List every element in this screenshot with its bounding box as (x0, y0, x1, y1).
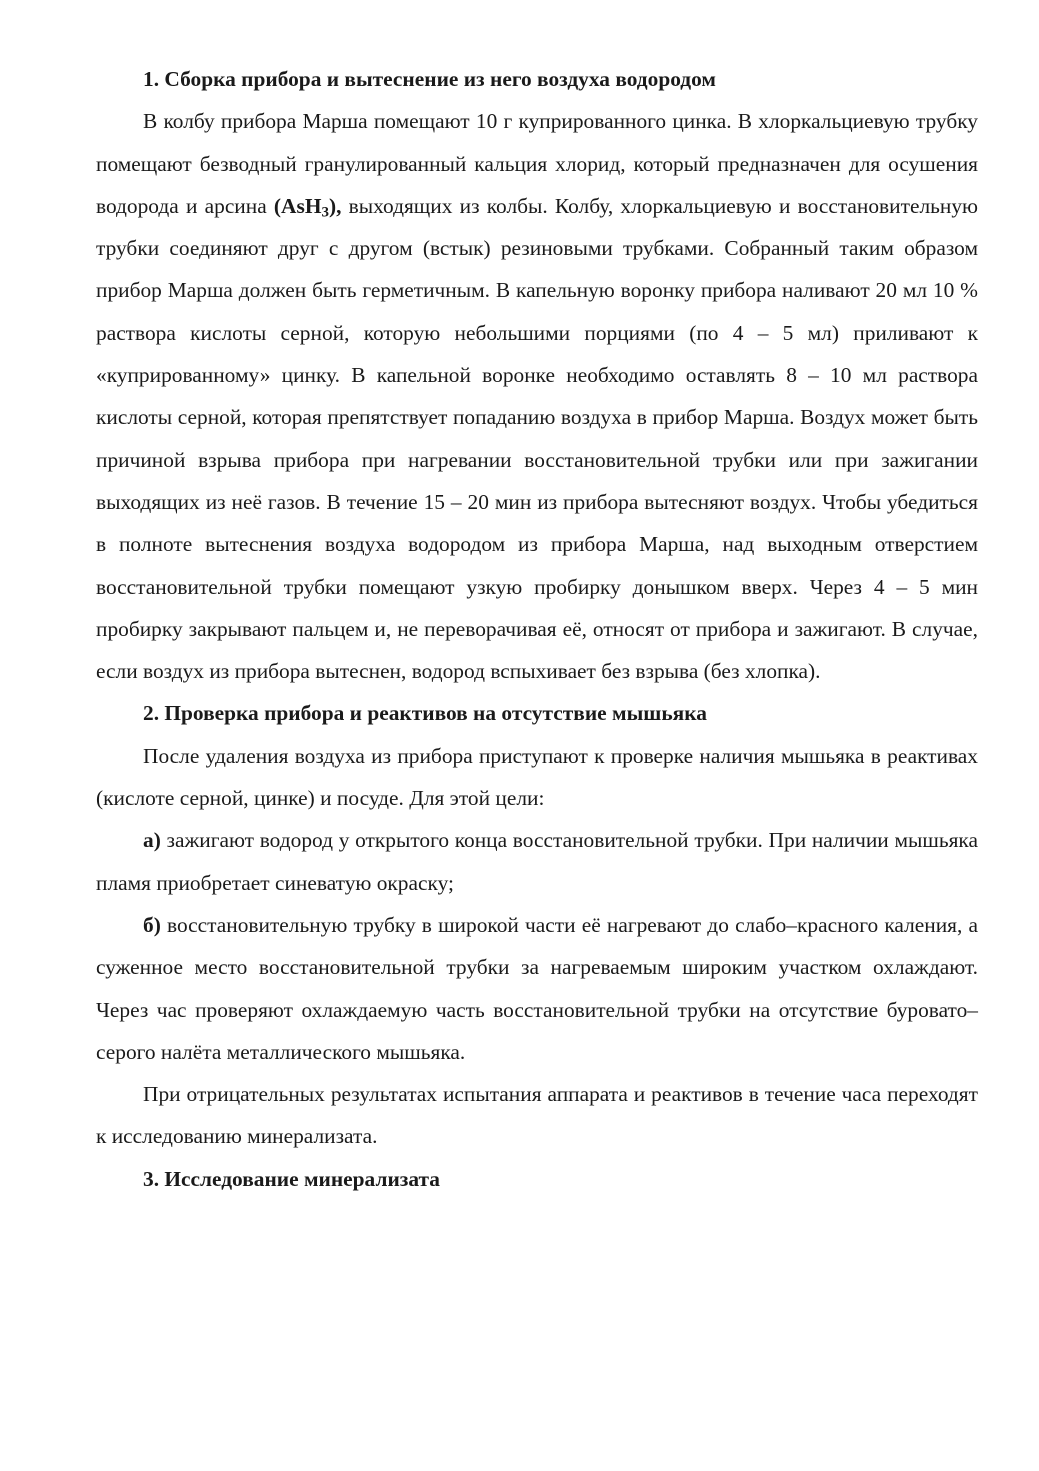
arsine-formula: (AsH$_3$), (273, 193, 342, 221)
list-label: б) (143, 912, 161, 937)
paragraph-text: В колбу прибора Марша помещают 10 г купрированного цинка. В хлоркальциевую трубку помещают безводный гранулированный кальция хлорид, который предназначен для осушения водорода и арсина (96, 109, 978, 218)
section-2-intro: После удаления воздуха из прибора приступают к проверке наличия мышьяка в реактивах (кислоте серной, цинке) и посуде. Для этой цели: (96, 743, 978, 811)
list-label: а) (143, 828, 161, 853)
list-item-a (96, 819, 978, 904)
list-text: зажигают водород у открытого конца восстановительной трубки. При наличии мышьяка пламя приобретает синеватую окраску; (96, 828, 978, 895)
section-3-heading: 3. Исследование минерализата (143, 1166, 440, 1191)
list-item-b (96, 904, 978, 1073)
section-2-heading: 2. Проверка прибора и реактивов на отсутствие мышьяка (143, 701, 707, 726)
section-2-conclusion: При отрицательных результатах испытания аппарата и реактивов в течение часа переходят к исследованию минерализата. (96, 1082, 978, 1149)
section-1-heading: 1. Сборка прибора и вытеснение из него воздуха водородом (143, 67, 716, 91)
section-1-paragraph (96, 100, 978, 692)
paragraph-text: выходящих из колбы. Колбу, хлоркальциевую и восстановительную трубки соединяют друг с другом (встык) резиновыми трубками. Собранный таким образом прибор Марша должен быть герметичным. В капельную воронку прибора наливают 20 мл 10 % раствора кислоты серной, которую небольшими порциями (по 4 – 5 мл) приливают к «купрированному» цинку. В капельной воронке необходимо оставлять 8 – 10 мл раствора кислоты серной, которая препятствует попаданию воздуха в прибор Марша. Воздух может быть причиной взрыва прибора при нагревании восстановительной трубки или при зажигании выходящих из неё газов. В течение 15 – 20 мин из прибора вытесняют воздух. Чтобы убедиться в полноте вытеснения воздуха водородом из прибора Марша, над выходным отверстием восстановительной трубки помещают узкую пробирку донышком вверх. Через 4 – 5 мин пробирку закрывают пальцем и, не переворачивая её, относят от прибора и зажигают. В случае, если воздух из прибора вытеснен, водород вспыхивает без взрыва (без хлопка). (96, 193, 978, 684)
list-text: восстановительную трубку в широкой части её нагревают до слабо–красного каления, а суженное место восстановительной трубки за нагреваемым широким участком охлаждают. Через час проверяют охлаждаемую часть восстановительной трубки на отсутствие буровато–серого налёта металлического мышьяка. (96, 912, 978, 1064)
